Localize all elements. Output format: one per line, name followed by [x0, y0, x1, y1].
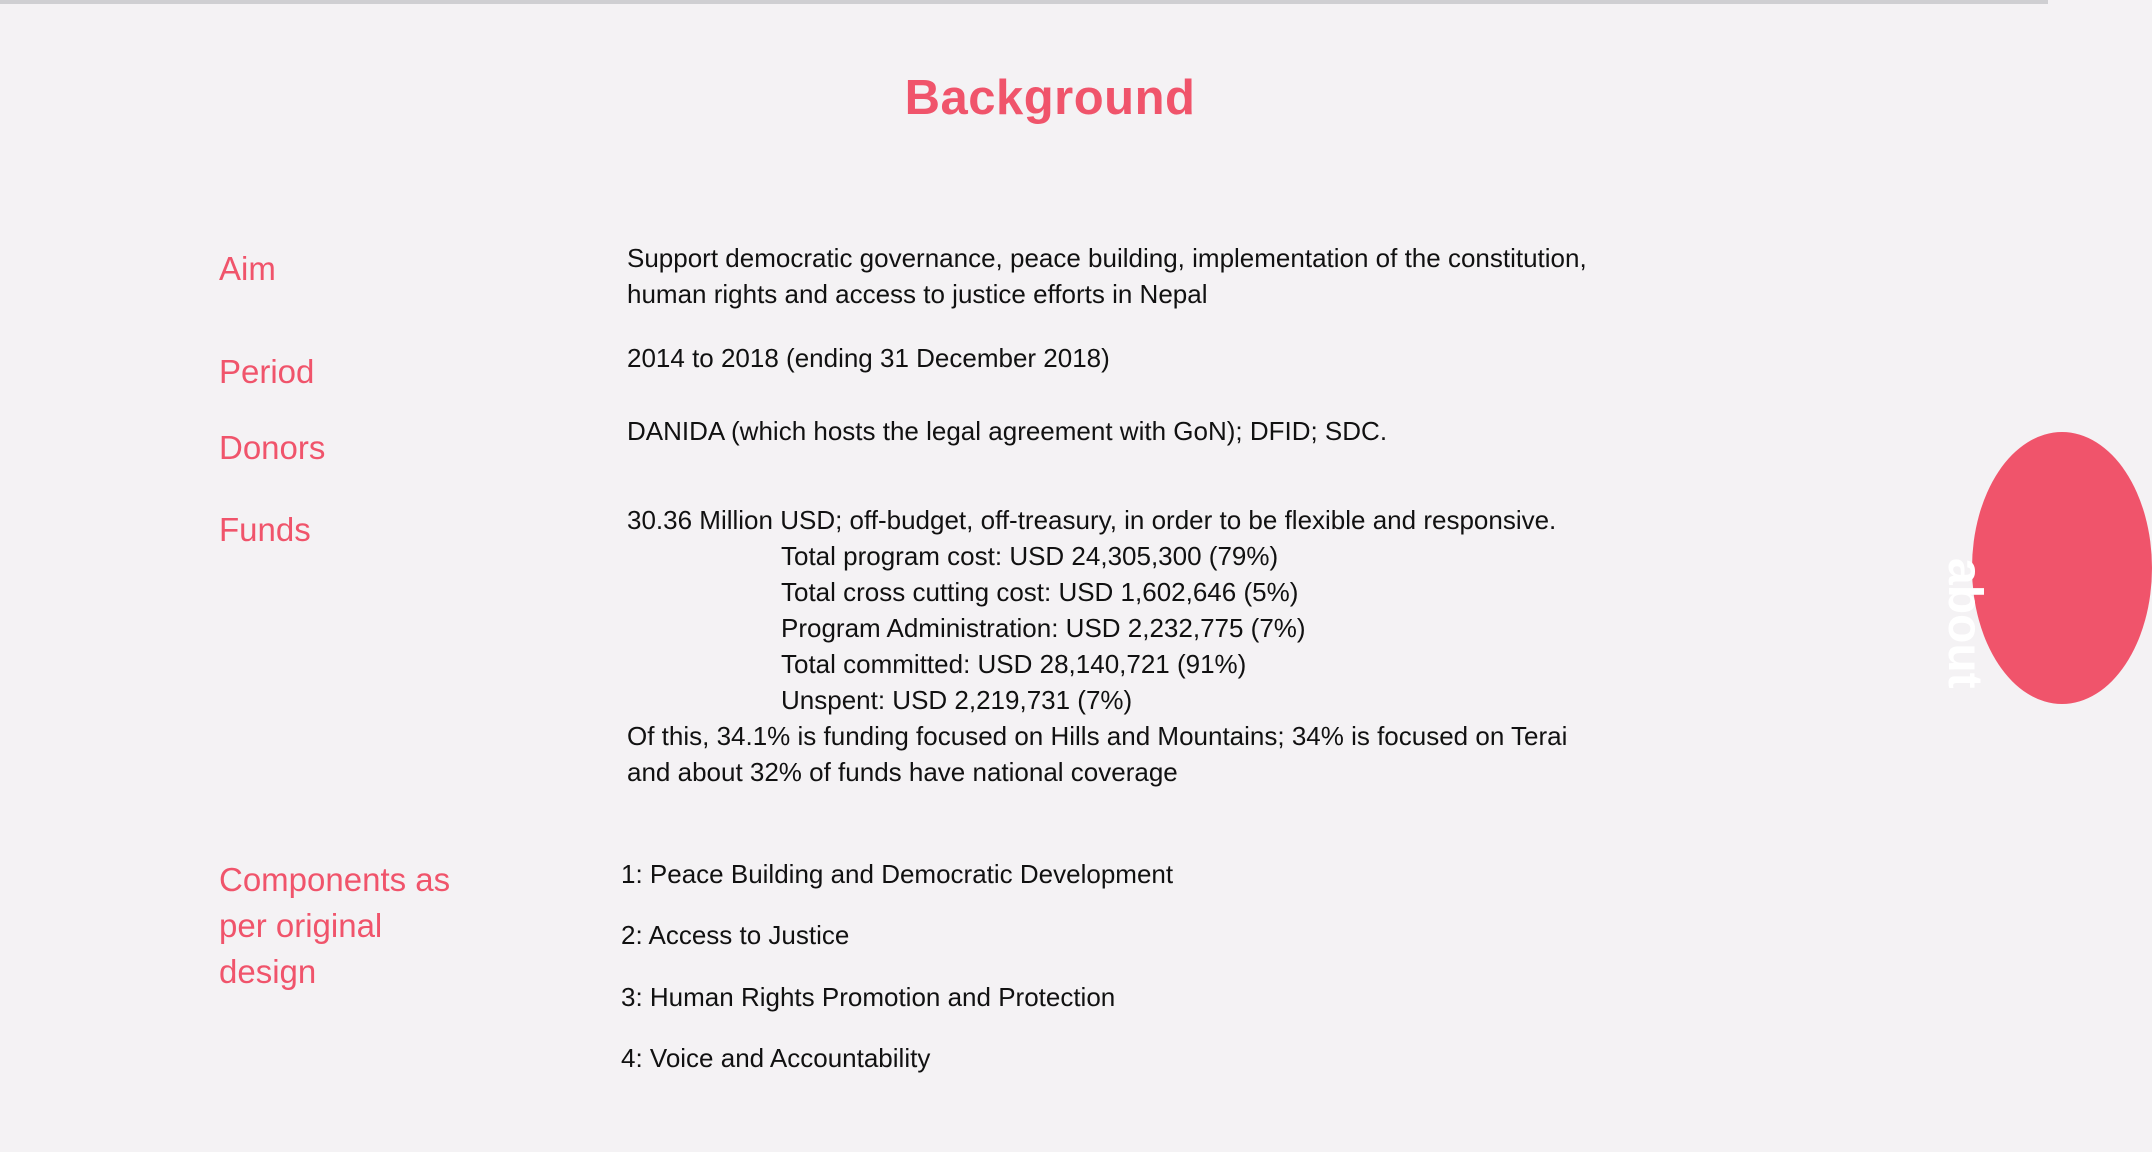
funds-breakdown-item: Total cross cutting cost: USD 1,602,646 (5%): [781, 577, 1299, 607]
component-item-3: 3: Human Rights Promotion and Protection: [621, 982, 1116, 1012]
aim-label: Aim: [219, 250, 276, 287]
donors-label: Donors: [219, 429, 326, 466]
aim-text: [627, 240, 1587, 312]
funds-text: [627, 502, 1567, 790]
about-side-tab[interactable]: [1938, 432, 2152, 704]
about-tab-label: about: [1938, 558, 1991, 689]
components-label-line-3: design: [219, 953, 317, 990]
donors-text: DANIDA (which hosts the legal agreement with GoN); DFID; SDC.: [627, 416, 1388, 446]
aim-line-2: human rights and access to justice efforts in Nepal: [627, 279, 1208, 309]
period-text: 2014 to 2018 (ending 31 December 2018): [627, 343, 1110, 373]
funds-breakdown-item: Unspent: USD 2,219,731 (7%): [781, 685, 1133, 715]
component-item-4: 4: Voice and Accountability: [621, 1043, 931, 1073]
aim-line-1: Support democratic governance, peace building, implementation of the constitution,: [627, 243, 1587, 273]
funds-breakdown-item: Total program cost: USD 24,305,300 (79%): [781, 541, 1279, 571]
funds-breakdown-item: Total committed: USD 28,140,721 (91%): [781, 649, 1247, 679]
top-divider: [0, 0, 2048, 4]
funds-outro-line-2: and about 32% of funds have national coverage: [627, 757, 1178, 787]
components-label: [219, 857, 539, 995]
component-item-2: 2: Access to Justice: [621, 920, 850, 950]
funds-intro: 30.36 Million USD; off-budget, off-treasury, in order to be flexible and responsive.: [627, 505, 1557, 535]
components-label-line-2: per original: [219, 907, 383, 944]
funds-outro-line-1: Of this, 34.1% is funding focused on Hills and Mountains; 34% is focused on Terai: [627, 721, 1568, 751]
funds-label: Funds: [219, 511, 311, 548]
period-label: Period: [219, 353, 315, 390]
funds-breakdown-item: Program Administration: USD 2,232,775 (7%): [781, 613, 1306, 643]
component-item-1: 1: Peace Building and Democratic Development: [621, 859, 1174, 889]
components-label-line-1: Components as: [219, 861, 451, 898]
page-title: Background: [904, 71, 1196, 125]
